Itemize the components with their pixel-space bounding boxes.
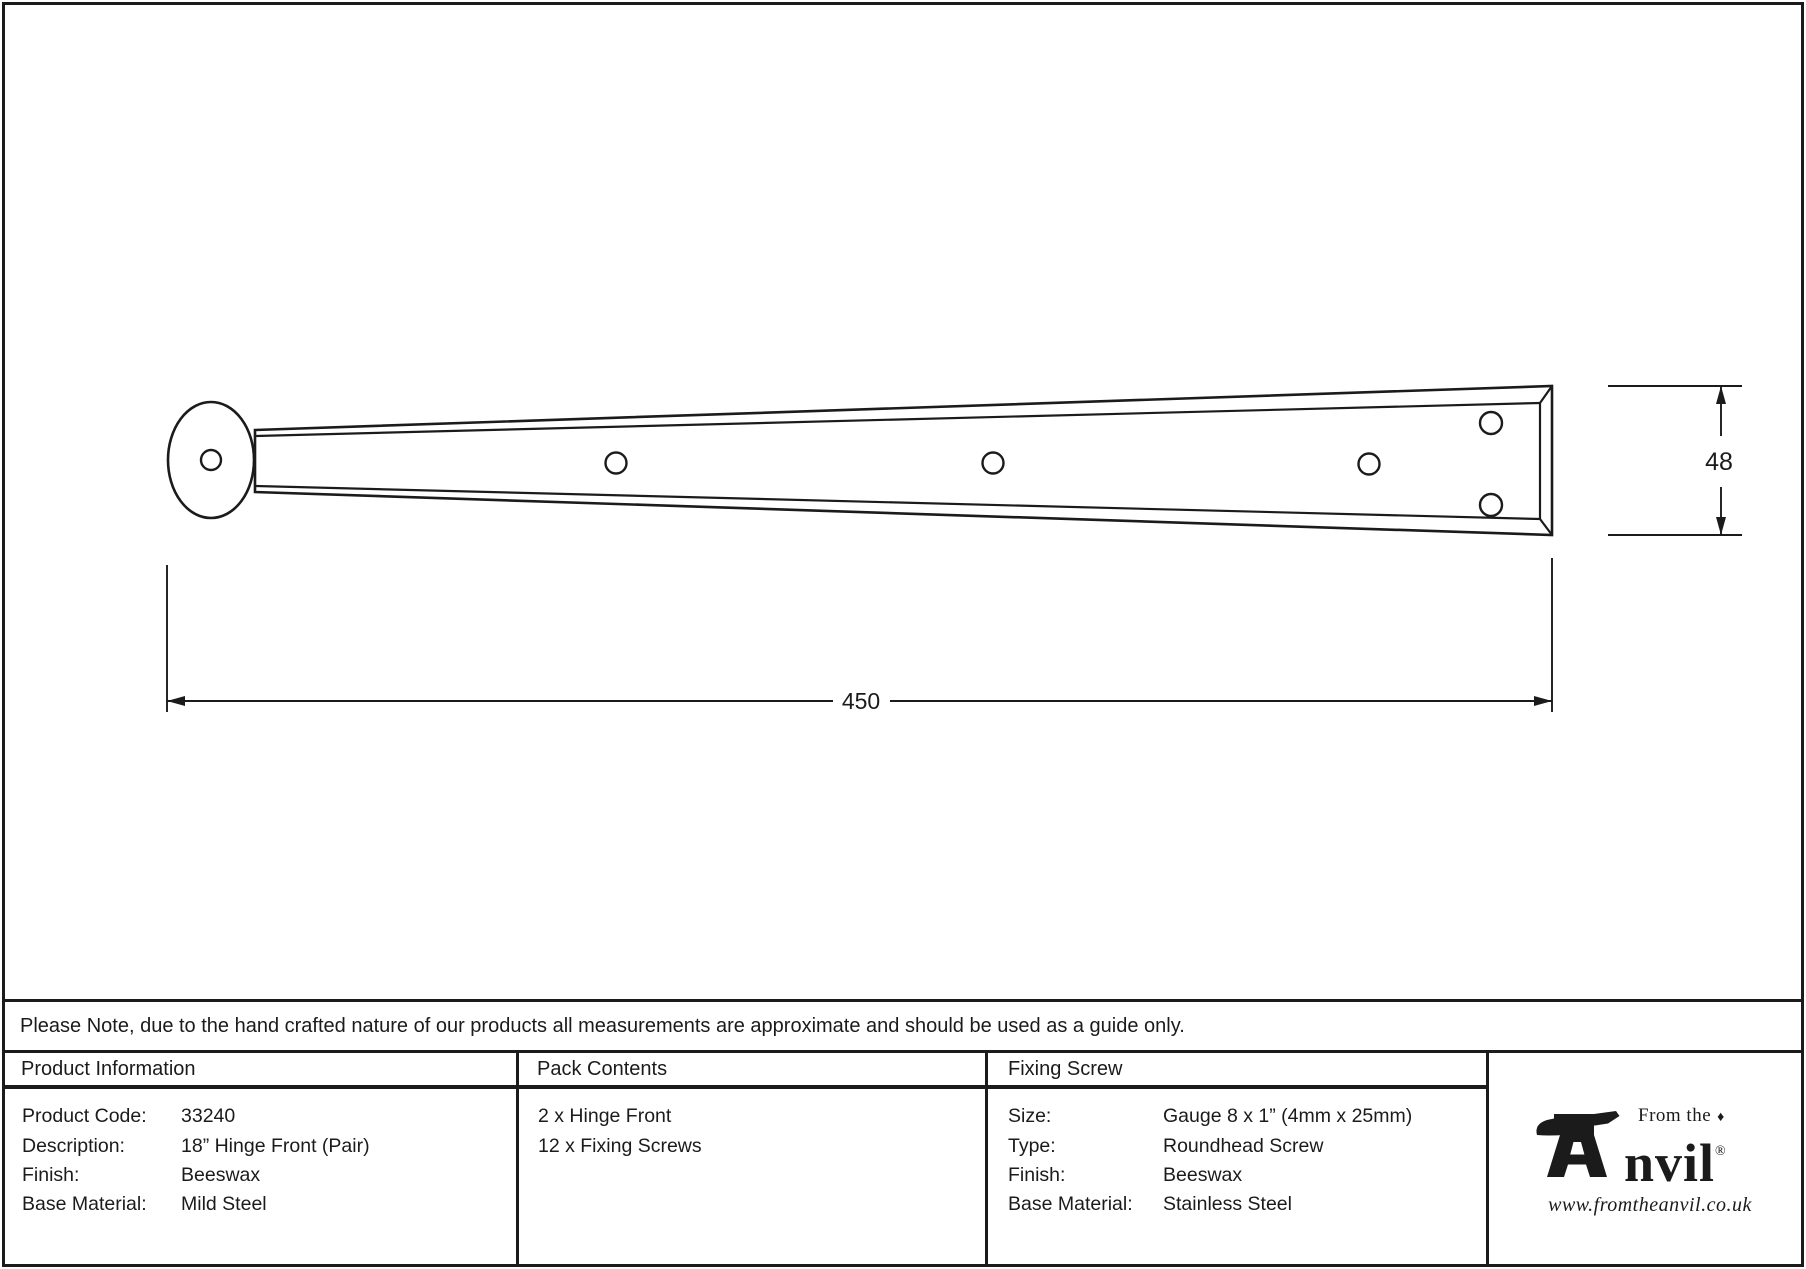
description-row xyxy=(22,1131,370,1160)
table-divider-3 xyxy=(1486,1050,1489,1264)
screw-size-value: Gauge 8 x 1” (4mm x 25mm) xyxy=(1163,1105,1413,1128)
base-material-label: Base Material: xyxy=(22,1193,147,1216)
pack-item: 12 x Fixing Screws xyxy=(538,1134,702,1157)
finish-value: Beeswax xyxy=(181,1163,261,1186)
screw-type-label: Type: xyxy=(1008,1134,1056,1157)
knob-screw-hole xyxy=(201,450,221,470)
description-label: Description: xyxy=(22,1134,125,1157)
finish-row xyxy=(22,1161,370,1190)
logo-anvil-text xyxy=(1624,1128,1726,1193)
pack-item: 2 x Hinge Front xyxy=(538,1105,672,1128)
table-line-note-bottom xyxy=(5,1050,1801,1053)
screw-type-row xyxy=(1008,1131,1412,1160)
screw-base-material-label: Base Material: xyxy=(1008,1193,1133,1216)
logo-website-url: www.fromtheanvil.co.uk xyxy=(1548,1194,1752,1216)
product-code-row xyxy=(22,1102,370,1131)
base-material-value: Mild Steel xyxy=(181,1193,267,1216)
diamond-icon: ♦ xyxy=(1717,1110,1725,1125)
finish-label: Finish: xyxy=(22,1163,80,1186)
anvil-icon xyxy=(1534,1110,1620,1178)
screw-finish-value: Beeswax xyxy=(1163,1163,1243,1186)
logo-mark xyxy=(1534,1105,1766,1193)
logo-from-the xyxy=(1624,1106,1726,1128)
base-material-row xyxy=(22,1190,370,1219)
description-value: 18” Hinge Front (Pair) xyxy=(181,1134,370,1157)
registered-trademark-icon: ® xyxy=(1715,1144,1726,1159)
hinge-knob-outline xyxy=(168,402,254,518)
logo-from-the-text: From the xyxy=(1638,1105,1712,1126)
screw-size-row xyxy=(1008,1102,1412,1131)
screw-type-value: Roundhead Screw xyxy=(1163,1134,1324,1157)
logo-anvil-suffix: nvil xyxy=(1624,1133,1716,1193)
logo-wordmark xyxy=(1624,1105,1726,1193)
product-information-cell xyxy=(22,1102,370,1220)
pack-contents-header: Pack Contents xyxy=(537,1057,668,1080)
table-line-header-bottom xyxy=(5,1085,1486,1089)
screw-finish-label: Finish: xyxy=(1008,1163,1066,1186)
screw-finish-row xyxy=(1008,1161,1412,1190)
table-divider-2 xyxy=(985,1050,988,1264)
length-dimension-label: 450 xyxy=(841,688,881,714)
from-the-anvil-logo xyxy=(1534,1106,1766,1217)
fixing-screw-header: Fixing Screw xyxy=(1008,1057,1123,1080)
screw-size-label: Size: xyxy=(1008,1105,1052,1128)
screw-base-material-row xyxy=(1008,1190,1412,1219)
measurement-note: Please Note, due to the hand crafted nature of our products all measurements are approximate and should be used as a guide only. xyxy=(20,1014,1185,1037)
strap-screw-holes xyxy=(606,412,1503,516)
height-dimension-label: 48 xyxy=(1705,448,1733,476)
pack-contents-cell xyxy=(538,1102,702,1161)
product-information-header: Product Information xyxy=(21,1057,196,1080)
product-code-value: 33240 xyxy=(181,1105,236,1128)
screw-base-material-value: Stainless Steel xyxy=(1163,1193,1292,1216)
table-divider-1 xyxy=(516,1050,519,1264)
product-code-label: Product Code: xyxy=(22,1105,147,1128)
fixing-screw-cell xyxy=(1008,1102,1412,1220)
